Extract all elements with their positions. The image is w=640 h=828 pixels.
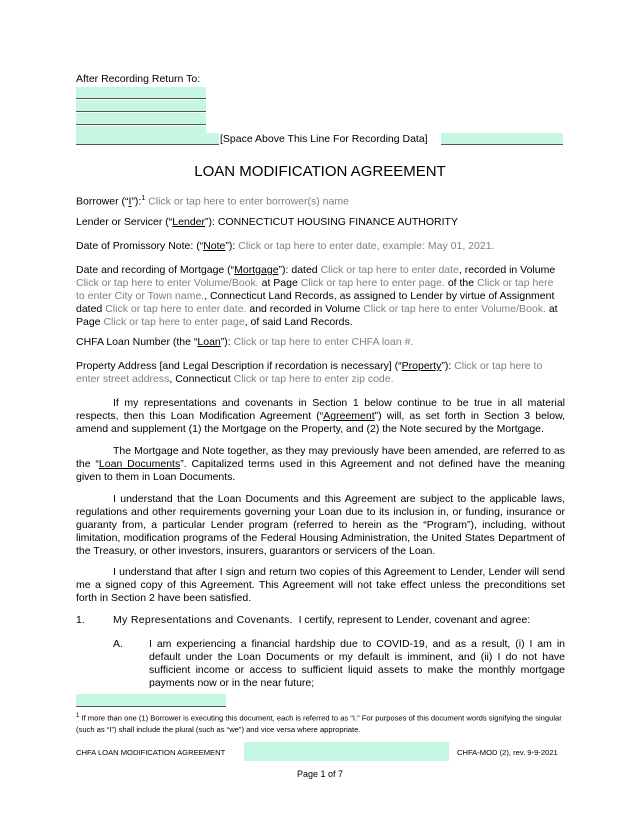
section-1-line: My Representations and Covenants. I certify, represent to Lender, covenant and agree: (113, 614, 531, 626)
footer-right: CHFA-MOD (2), rev. 9-9-2021 (457, 748, 558, 757)
footnote-separator (76, 694, 226, 707)
assignment-date-field[interactable]: Click or tap here to enter date. (105, 303, 247, 315)
borrower-name-field[interactable]: Click or tap here to enter borrower(s) name (148, 195, 349, 208)
note-term: Note (203, 240, 226, 252)
recording-line-right[interactable] (441, 133, 563, 145)
recording-line-left[interactable] (76, 133, 219, 145)
loan-documents-term: Loan Documents (98, 458, 181, 470)
signing-paragraph: I understand that after I sign and return two copies of this Agreement to Lender, Lender will send me a signed copy of this Agreement. This Agreement will not take effect unless the preconditions set forth in Section 2 have been satisfied. (76, 566, 565, 604)
footnote-mark: 1 (76, 713, 80, 719)
property-term: Property (401, 360, 442, 372)
item-a-text: I am experiencing a financial hardship due to COVID-19, and as a result, (i) I am in default under the Loan Documents or my default is imminent, and (ii) I do not have sufficient income or access to sufficient liquid assets to make the monthly mortgage payments now or in the near future; (149, 638, 565, 689)
page-number: Page 1 of 7 (296, 769, 344, 779)
agreement-paragraph: If my representations and covenants in Section 1 below continue to be true in all material respects, then this Loan Modification Agreement (“Agreement”) will, as set forth in Section 3 below, amend and supplement (1) the Mortgage on the Property, and (2) the Note secured by the Mortgage. (76, 397, 565, 435)
space-above-label: [Space Above This Line For Recording Data] (220, 133, 428, 145)
borrower-term: I (128, 195, 132, 208)
footnote: $^1$ If more than one (1) Borrower is executing this document, each is referred to as “I.” For purposes of this document words signifying the singular (such as “I”) shall include the plural (such as “we”) and vice versa where appropriate. (76, 713, 562, 734)
agreement-term: Agreement (323, 410, 375, 422)
footnote-ref: 1 (141, 195, 146, 202)
street-address-field[interactable]: Click or tap here to enter street address (76, 360, 543, 385)
borrower-line: Borrower (“I”):$^1$ Click or tap here to enter borrower(s) name (76, 195, 349, 208)
assignment-volume-field[interactable]: Click or tap here to enter Volume/Book. (363, 303, 546, 315)
zip-code-field[interactable]: Click or tap here to enter zip code. (233, 373, 394, 385)
section-1-number: 1. (76, 614, 85, 626)
mortgage-date-field[interactable]: Click or tap here to enter date (320, 264, 459, 276)
return-to-field-3[interactable] (76, 113, 206, 125)
lender-term: Lender (172, 216, 205, 228)
loan-documents-paragraph: The Mortgage and Note together, as they may previously have been amended, are referred to as the “Loan Documents”. Capitalized terms used in this Agreement and not defined have the meaning given to them in Loan Documents. (76, 445, 565, 483)
footer-left: CHFA LOAN MODIFICATION AGREEMENT (76, 748, 226, 757)
property-paragraph: Property Address [and Legal Description if recordation is necessary] (“Property”): Click or tap here to enter street address, Connecticut Click or tap here to enter zip code. (76, 360, 543, 385)
mortgage-term: Mortgage (234, 264, 279, 276)
return-to-label: After Recording Return To: (76, 73, 201, 85)
note-date-line: Date of Promissory Note: (“Note”): Click or tap here to enter date, example: May 01, 2021. (76, 240, 495, 252)
assignment-page-field[interactable]: Click or tap here to enter page (103, 316, 245, 328)
document-title: LOAN MODIFICATION AGREEMENT (194, 163, 446, 180)
loan-term: Loan (197, 336, 221, 348)
return-to-field-2[interactable] (76, 100, 206, 112)
mortgage-paragraph: Date and recording of Mortgage (“Mortgage”): dated Click or tap here to enter date, recorded in Volume Click or tap here to enter Volume/Book. at Page Click or tap here to enter page. of the Click or tap here to enter City or Town name., Connecticut Land Records, as assigned to Lender by virtue of Assignment dated Click or tap here to enter date. and recorded in Volume Click or tap here to enter Volume/Book. at Page Click or tap here to enter page, of said Land Records. (76, 264, 558, 328)
loan-number-field[interactable]: Click or tap here to enter CHFA loan #. (233, 336, 414, 348)
item-a-letter: A. (113, 638, 123, 650)
section-1-heading: My Representations and Covenants. (113, 614, 293, 626)
program-paragraph: I understand that the Loan Documents and this Agreement are subject to the applicable laws, regulations and other requirements governing your Loan due to its inclusion in, or funding, insurance or guaranty from, a particular Lender program (referred to herein as the “Program”), including, without limitation, modification programs of the Federal Housing Administration, the United States Department of the Treasury, or other investors, insurers, guarantors or servicers of the Loan. (76, 493, 565, 557)
return-to-field-1[interactable] (76, 87, 206, 99)
footer-field[interactable] (244, 742, 449, 761)
town-name-field[interactable]: Click or tap here to enter City or Town name. (76, 277, 554, 302)
loan-number-line: CHFA Loan Number (the “Loan”): Click or tap here to enter CHFA loan #. (76, 336, 414, 348)
note-date-field[interactable]: Click or tap here to enter date, example: May 01, 2021. (238, 240, 495, 252)
mortgage-page-field[interactable]: Click or tap here to enter page. (300, 277, 445, 289)
lender-line: Lender or Servicer (“Lender”): CONNECTICUT HOUSING FINANCE AUTHORITY (76, 216, 458, 228)
mortgage-volume-field[interactable]: Click or tap here to enter Volume/Book. (76, 277, 259, 289)
